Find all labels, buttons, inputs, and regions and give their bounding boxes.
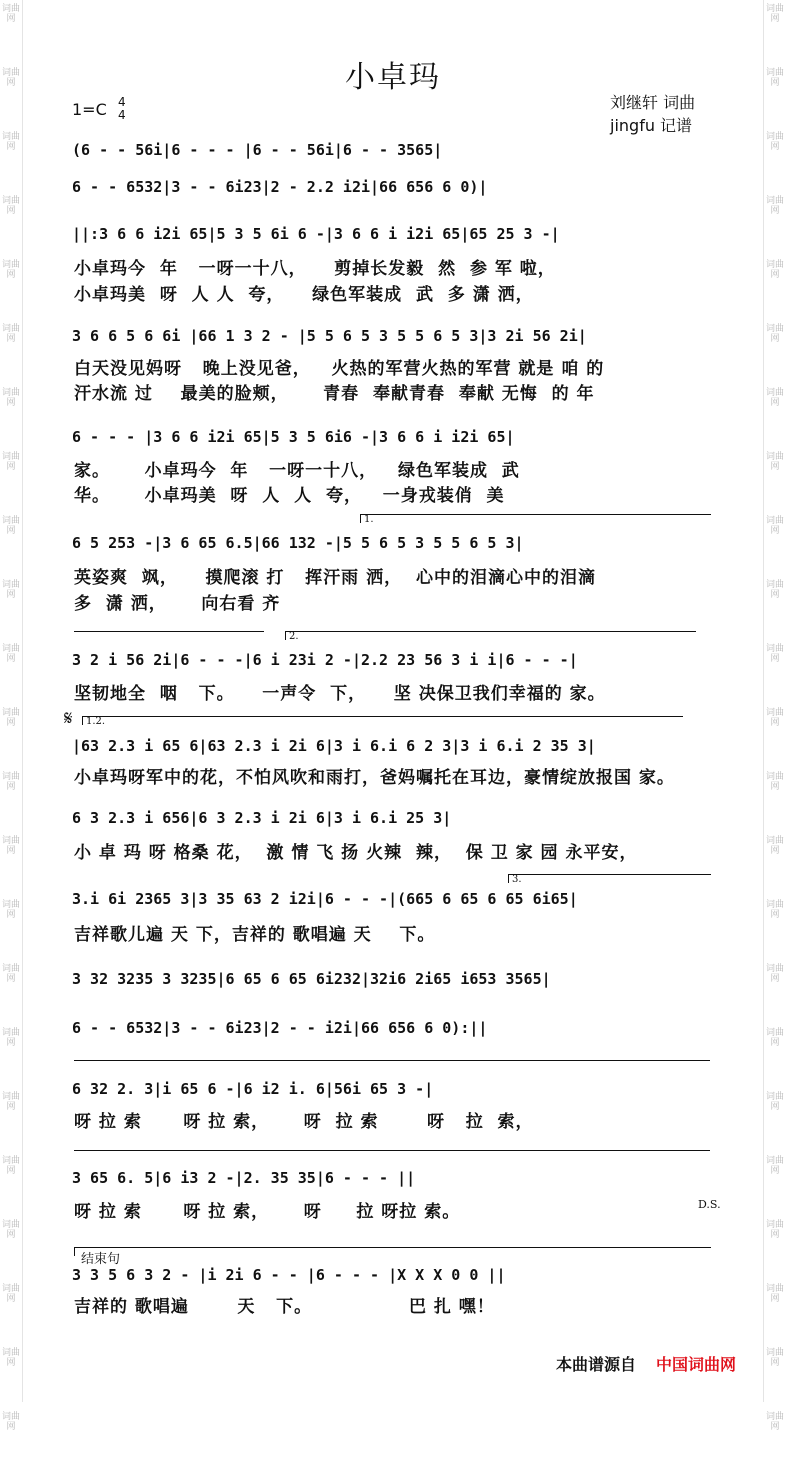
watermark-text: 词曲网 [1,452,20,472]
watermark-text: 词曲网 [765,772,784,792]
lyric-row-9: 坚韧地全 咽 下。 一声令 下， 坚 决保卫我们幸福的 家。 [74,684,606,704]
watermark-text: 词曲网 [1,324,20,344]
watermark-text: 词曲网 [765,1412,784,1432]
watermark-text: 词曲网 [765,516,784,536]
watermark-text: 词曲网 [765,900,784,920]
credit-lyricist-composer: 刘继轩 词曲 [610,93,696,112]
lyric-row-15: 吉祥的 歌唱遍 天 下。 巴 扎 嘿！ [74,1297,495,1317]
lyric-row-12: 吉祥歌儿遍 天 下，吉祥的 歌唱遍 天 下。 [74,925,436,945]
watermark-text: 词曲网 [1,68,20,88]
volta-second-ending: 2. [285,631,696,640]
song-title: 小卓玛 [345,60,441,95]
watermark-text: 词曲网 [1,4,20,24]
watermark-text: 词曲网 [1,708,20,728]
footer-brand-link[interactable]: 中国词曲网 [656,1355,737,1374]
watermark-text: 词曲网 [1,1220,20,1240]
lyric-row-5: 家。 小卓玛今 年 一呀一十八， 绿色军装成 武 [74,461,520,481]
right-watermark-column [763,0,786,1432]
segno-sign: 𝄋 [64,706,73,730]
watermark-text: 词曲网 [765,68,784,88]
score-row-3: ||:3 6 6 i2i 65|5 3 5 6i 6 -|3 6 6 i i2i 65|65 25 3 -| [72,225,560,243]
coda-ending-bracket [74,1247,711,1267]
volta-chorus-line [74,1060,710,1069]
watermark-text: 词曲网 [1,1412,20,1432]
score-row-12: 6 - - 6532|3 - - 6i23|2 - - i2i|66 656 6 0):|| [72,1019,488,1037]
key-signature: 1=C [72,100,107,119]
volta-chorus-line-2 [74,1150,710,1159]
score-row-8: |63 2.3 i 65 6|63 2.3 i 2i 6|3 i 6.i 6 2 3|3 i 6.i 2 35 3| [72,737,596,755]
watermark-text: 词曲网 [1,516,20,536]
watermark-text: 词曲网 [1,836,20,856]
score-row-15: 3 3 5 6 3 2 - |i 2i 6 - - |6 - - - |X X X 0 0 || [72,1266,506,1284]
lyric-row-4: 汗水流 过 最美的脸颊， 青春 奉献青春 奉献 无悔 的 年 [74,384,595,404]
lyric-row-14: 呀 拉 索 呀 拉 索， 呀 拉 呀拉 索。 [74,1202,461,1222]
lyric-row-3: 白天没见妈呀 晚上没见爸， 火热的军营火热的军营 就是 咱 的 [74,359,605,379]
time-signature [118,96,126,122]
watermark-text: 词曲网 [1,1284,20,1304]
watermark-text: 词曲网 [765,132,784,152]
watermark-text: 词曲网 [1,132,20,152]
score-row-1: (6 - - 56i|6 - - - |6 - - 56i|6 - - 3565| [72,141,443,159]
watermark-text: 词曲网 [1,260,20,280]
dal-segno-mark: D.S. [698,1198,721,1211]
meter-bottom: 4 [118,108,126,122]
lyric-row-2: 小卓玛美 呀 人 人 夸， 绿色军装成 武 多 潇 洒， [74,285,534,305]
watermark-text: 词曲网 [765,1284,784,1304]
volta-first-second-ending: 1.2. [82,716,683,725]
watermark-text: 词曲网 [1,580,20,600]
watermark-text: 词曲网 [1,1156,20,1176]
watermark-text: 词曲网 [1,1028,20,1048]
watermark-text: 词曲网 [765,1220,784,1240]
lyric-row-1: 小卓玛今 年 一呀一十八， 剪掉长发毅 然 参 军 啦， [74,259,556,279]
source-footer [556,1352,736,1375]
lyric-row-11: 小 卓 玛 呀 格桑 花， 激 情 飞 扬 火辣 辣， 保 卫 家 园 永平安， [74,843,638,863]
watermark-text: 词曲网 [765,964,784,984]
score-row-6: 6 5 253 -|3 6 65 6.5|66 132 -|5 5 6 5 3 5 5 6 5 3| [72,534,524,552]
watermark-text: 词曲网 [765,1092,784,1112]
watermark-text: 词曲网 [765,388,784,408]
watermark-text: 词曲网 [765,1028,784,1048]
watermark-text: 词曲网 [1,772,20,792]
watermark-text: 词曲网 [765,260,784,280]
score-row-2: 6 - - 6532|3 - - 6i23|2 - 2.2 i2i|66 656 6 0)| [72,178,488,196]
volta-continuation-line [74,631,264,640]
score-row-4: 3 6 6 5 6 6i |66 1 3 2 - |5 5 6 5 3 5 5 6 5 3|3 2i 56 2i| [72,327,587,345]
volta-first-ending: 1. [360,514,711,523]
watermark-text: 词曲网 [1,388,20,408]
watermark-text: 词曲网 [765,836,784,856]
watermark-text: 词曲网 [1,1348,20,1368]
watermark-text: 词曲网 [1,964,20,984]
watermark-text: 词曲网 [765,452,784,472]
score-row-9: 6 3 2.3 i 656|6 3 2.3 i 2i 6|3 i 6.i 25 3| [72,809,452,827]
ending-label: 结束句 [81,1252,121,1267]
score-row-7: 3 2 i 56 2i|6 - - -|6 i 23i 2 -|2.2 23 56 3 i i|6 - - -| [72,651,578,669]
watermark-text: 词曲网 [1,1092,20,1112]
score-row-10: 3.i 6i 2365 3|3 35 63 2 i2i|6 - - -|(665 6 65 6 65 6i65| [72,890,578,908]
lyric-row-8: 多 潇 洒， 向右看 齐 [74,594,281,614]
watermark-text: 词曲网 [765,580,784,600]
footer-prefix: 本曲谱源自 [556,1355,637,1374]
lyric-row-6: 华。 小卓玛美 呀 人 人 夸， 一身戎装俏 美 [74,486,505,506]
watermark-text: 词曲网 [765,4,784,24]
score-row-13: 6 32 2. 3|i 65 6 -|6 i2 i. 6|56i 65 3 -| [72,1080,434,1098]
watermark-text: 词曲网 [1,900,20,920]
watermark-text: 词曲网 [765,196,784,216]
watermark-text: 词曲网 [765,1348,784,1368]
lyric-row-10: 小卓玛呀军中的花，不怕风吹和雨打，爸妈嘱托在耳边，豪情绽放报国 家。 [74,768,675,788]
lyric-row-13: 呀 拉 索 呀 拉 索， 呀 拉 索 呀 拉 索， [74,1112,534,1132]
lyric-row-7: 英姿爽 飒， 摸爬滚 打 挥汗雨 洒， 心中的泪滴心中的泪滴 [74,568,596,588]
score-row-5: 6 - - - |3 6 6 i2i 65|5 3 5 6i6 -|3 6 6 i i2i 65| [72,428,515,446]
left-watermark-column [0,0,23,1432]
watermark-text: 词曲网 [1,644,20,664]
score-row-11: 3 32 3235 3 3235|6 65 6 65 6i232|32i6 2i65 i653 3565| [72,970,551,988]
credit-transcriber: jingfu 记谱 [610,116,693,135]
volta-third-ending: 3. [508,874,711,883]
score-row-14: 3 65 6. 5|6 i3 2 -|2. 35 35|6 - - - || [72,1169,416,1187]
watermark-text: 词曲网 [765,1156,784,1176]
watermark-text: 词曲网 [765,708,784,728]
watermark-text: 词曲网 [765,644,784,664]
meter-top: 4 [118,95,126,109]
watermark-text: 词曲网 [1,196,20,216]
watermark-text: 词曲网 [765,324,784,344]
